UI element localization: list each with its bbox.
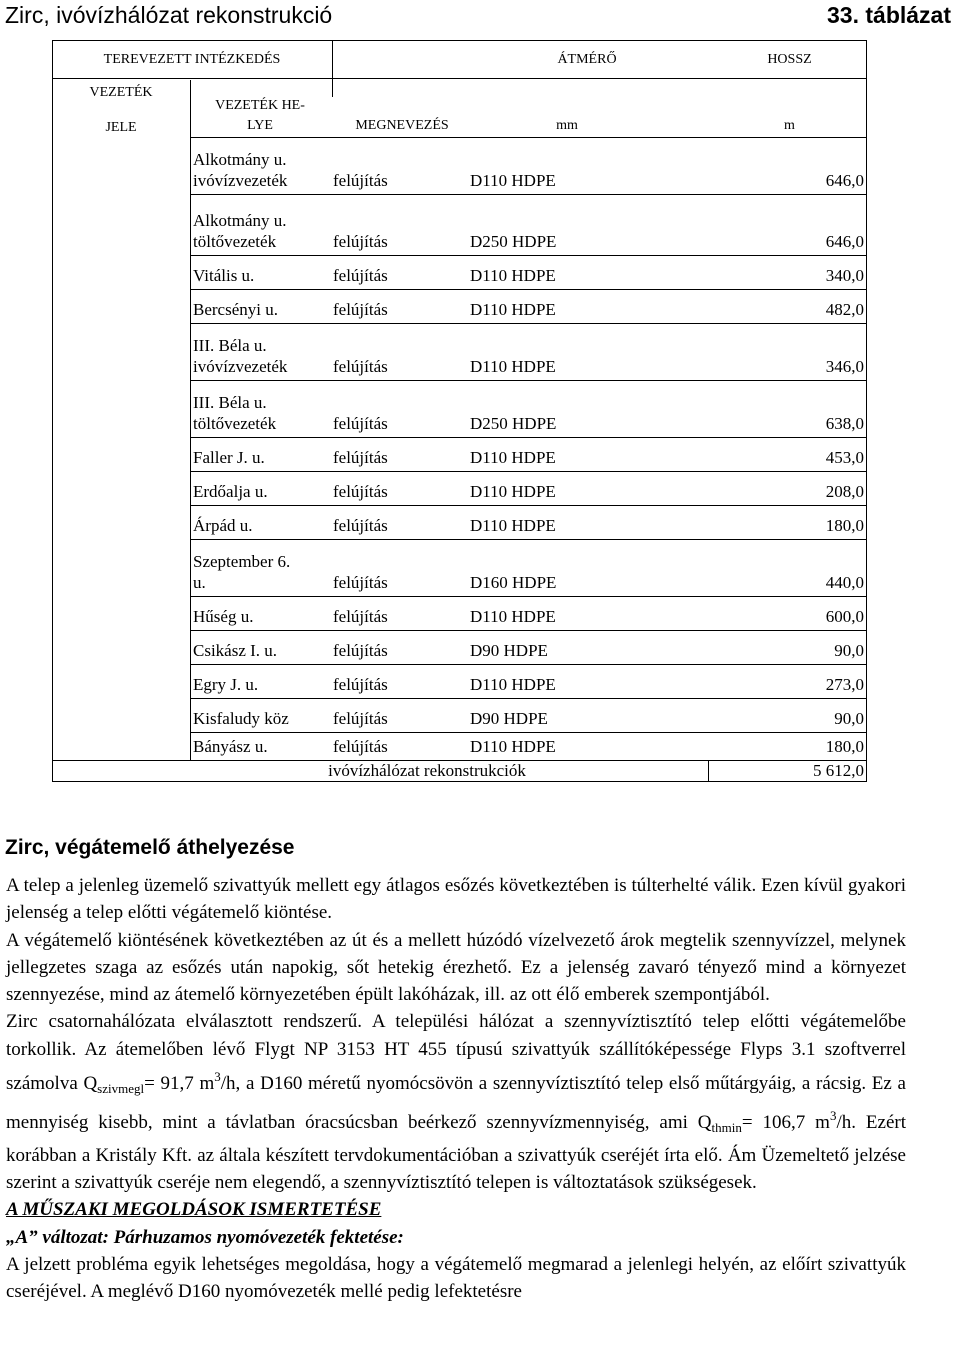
page-header [5,2,955,32]
cell-length: 180,0 [825,516,864,535]
table-border-left [52,40,53,782]
cell-action: felújítás [333,448,388,467]
header-name: MEGNEVEZÉS [355,118,449,133]
cell-location: ivóvízvezeték [193,171,288,190]
header-unit-m: m [784,118,795,133]
header-pipe-mark-1: VEZETÉK [89,85,153,100]
p3-part-c: /h, a D160 méretű nyomócsövön a szennyvíztisztító telep első műtárgyáig, a rácsig. Ez a mennyiség kisebb, mint a távlatban óracsúcsban beérkező szennyvízmennyiség, ami Q [6,1073,906,1134]
cell-pipe: D160 HDPE [470,573,557,592]
header-divider-2 [190,80,191,137]
row-border-left [190,471,191,505]
p3-part-b: = 91,7 m [144,1073,215,1095]
cell-pipe: D110 HDPE [470,737,556,756]
row-line [190,323,867,324]
p3-part-e: /h. Ezért korábban a Kristály Kft. az általa készített tervdokumentációban a szivattyúk cseréjét írta elő. Ám Üzemeltető jelzése szerint a szivattyúk cseréje nem elegendő, a szennyvíztisztító telepen is változtatások szükségesek. [6,1112,906,1193]
cell-action: felújítás [333,266,388,285]
p3-superscript-2: 3 [829,1108,837,1124]
cell-action: felújítás [333,675,388,694]
cell-location-line-1: Alkotmány u. [193,211,287,230]
cell-action: felújítás [333,573,388,592]
row-border-right [866,698,867,732]
row-border-left [190,380,191,437]
row-border-left [190,539,191,596]
row-line [190,760,867,761]
cell-location: Csikász I. u. [193,641,278,660]
row-border-left [190,630,191,664]
header-divider [332,40,333,97]
row-border-left [190,255,191,289]
cell-pipe: D90 HDPE [470,709,548,728]
cell-location: Vitális u. [193,266,255,285]
cell-location-line-1: Alkotmány u. [193,150,287,169]
cell-pipe: D110 HDPE [470,516,556,535]
row-border-right [866,380,867,437]
total-border-right [866,760,867,782]
row-border-right [866,539,867,596]
header-location-1: VEZETÉK HE- [215,98,305,113]
cell-location: töltővezeték [193,414,277,433]
total-label: ivóvízhálózat rekonstrukciók [328,761,526,780]
cell-length: 638,0 [825,414,864,433]
cell-length: 646,0 [825,171,864,190]
cell-pipe: D110 HDPE [470,266,556,285]
row-border-right [866,505,867,539]
cell-location: u. [193,573,206,592]
heading-solutions: A MŰSZAKI MEGOLDÁSOK ISMERTETÉSE [6,1199,382,1221]
cell-pipe: D90 HDPE [470,641,548,660]
p3-subscript-1: szivmegl [97,1081,145,1097]
row-line [190,255,867,256]
row-border-left [190,596,191,630]
cell-location: Bányász u. [193,737,268,756]
total-bottom-line [52,781,867,782]
row-border-right [866,194,867,255]
page-title: Zirc, ivóvízhálózat rekonstrukció [5,2,333,28]
paragraph-1: A telep a jelenleg üzemelő szivattyúk mellett egy átlagos esőzés következtében is túlterhelté válik. Ezen kívül gyakori jelenség a telep előtti végátemelő kiöntése. [6,875,906,924]
row-line [190,437,867,438]
cell-pipe: D110 HDPE [470,357,556,376]
row-border-left [190,289,191,323]
row-border-left [190,323,191,380]
cell-location: Faller J. u. [193,448,265,467]
p3-part-d: = 106,7 m [741,1112,830,1134]
p3-part-a: Zirc csatornahálózata elválasztott rendszerű. A települési hálózat a szennyvíztisztító telep előtti végátemelőbe torkollik. Az átemelőben lévő Flygt NP 3153 HT 455 típusú szivattyúk szállítóképessége Flyps 3.1 szoftverrel számolva Q [6,1011,906,1095]
cell-location: Erdőalja u. [193,482,268,501]
row-line [190,698,867,699]
row-line [190,380,867,381]
row-border-right [866,732,867,760]
cell-location: Egry J. u. [193,675,259,694]
paragraph-3 [6,1008,906,1196]
total-divider [708,760,709,782]
cell-pipe: D110 HDPE [470,675,556,694]
cell-location: Bercsényi u. [193,300,278,319]
header-border-right [866,97,867,137]
row-line [190,194,867,195]
row-border-right [866,323,867,380]
cell-location-line-1: III. Béla u. [193,393,267,412]
cell-pipe: D110 HDPE [470,448,556,467]
paragraph-2: A végátemelő kiöntésének következtében az út és a mellett húzódó vízelvezető árok megtelik szennyvízzel, melynek jellegzetes szaga az esőzés után napokig, sőt hetekig érezhető. Ez a jelenség zavaró tényező mind a környezet szennyezése, mind az átemelő környezetében épült lakóházak, ill. az ott élő emberek szempontjából. [6,929,906,1006]
cell-location: töltővezeték [193,232,277,251]
header-unit-mm: mm [556,118,578,133]
cell-location-line-1: III. Béla u. [193,336,267,355]
cell-length: 340,0 [825,266,864,285]
row-border-left [190,664,191,698]
cell-pipe: D110 HDPE [470,607,556,626]
cell-length: 208,0 [825,482,864,501]
row-line [190,732,867,733]
cell-length: 600,0 [825,607,864,626]
row-border-right [866,664,867,698]
cell-pipe: D250 HDPE [470,414,557,433]
row-line [190,471,867,472]
row-line [190,539,867,540]
row-border-left [190,732,191,760]
cell-action: felújítás [333,737,388,756]
header-length: HOSSZ [767,52,812,67]
header-location-2: LYE [247,118,273,133]
row-border-left [190,194,191,255]
cell-pipe: D110 HDPE [470,171,556,190]
header-diameter: ÁTMÉRŐ [557,52,617,67]
cell-pipe: D110 HDPE [470,482,556,501]
row-border-left [190,698,191,732]
section-body [6,872,906,1305]
header-line [52,78,867,79]
cell-action: felújítás [333,300,388,319]
row-border-left [190,437,191,471]
cell-location-line-1: Szeptember 6. [193,552,291,571]
row-line [190,596,867,597]
heading-variant-a: „A” változat: Párhuzamos nyomóvezeték fektetése: [6,1226,404,1248]
section-title: Zirc, végátemelő áthelyezése [5,836,295,859]
cell-action: felújítás [333,357,388,376]
row-border-right [866,437,867,471]
cell-action: felújítás [333,516,388,535]
cell-length: 482,0 [825,300,864,319]
cell-action: felújítás [333,641,388,660]
cell-pipe: D110 HDPE [470,300,556,319]
row-line [190,505,867,506]
p3-superscript-1: 3 [214,1069,221,1085]
row-border-right [866,289,867,323]
header-group: TEREVEZETT INTÉZKEDÉS [103,52,281,67]
row-border-right [866,596,867,630]
cell-location: Hűség u. [193,607,254,626]
cell-action: felújítás [333,232,388,251]
data-table [52,40,867,782]
cell-length: 440,0 [825,573,864,592]
table-border-top [52,40,867,41]
cell-action: felújítás [333,414,388,433]
p3-subscript-2: thmin [711,1120,742,1136]
header-pipe-mark-2: JELE [105,120,137,135]
paragraph-4: A jelzett probléma egyik lehetséges megoldása, hogy a végátemelő megmarad a jelenlegi helyén, az előírt szivattyúk cseréjével. A meglévő D160 nyomóvezeték mellé pedig lefektetésre [6,1253,906,1303]
cell-length: 646,0 [825,232,864,251]
row-border-right [866,630,867,664]
cell-length: 180,0 [825,737,864,756]
row-border-right [866,137,867,194]
cell-length: 273,0 [825,675,864,694]
cell-action: felújítás [333,607,388,626]
cell-action: felújítás [333,709,388,728]
cell-length: 90,0 [834,641,864,660]
cell-location: Árpád u. [193,516,253,535]
cell-action: felújítás [333,482,388,501]
cell-location: ivóvízvezeték [193,357,288,376]
cell-pipe: D250 HDPE [470,232,557,251]
row-border-right [866,255,867,289]
cell-action: felújítás [333,171,388,190]
row-line [190,289,867,290]
header-bottom-line [190,137,867,138]
cell-length: 346,0 [825,357,864,376]
row-border-right [866,471,867,505]
cell-location: Kisfaludy köz [193,709,289,728]
cell-length: 453,0 [825,448,864,467]
row-line [190,630,867,631]
cell-length: 90,0 [834,709,864,728]
table-number: 33. táblázat [827,2,951,28]
row-border-left [190,505,191,539]
table-border-right-top [866,40,867,97]
total-value: 5 612,0 [813,761,864,780]
row-line [190,664,867,665]
row-border-left [190,137,191,194]
